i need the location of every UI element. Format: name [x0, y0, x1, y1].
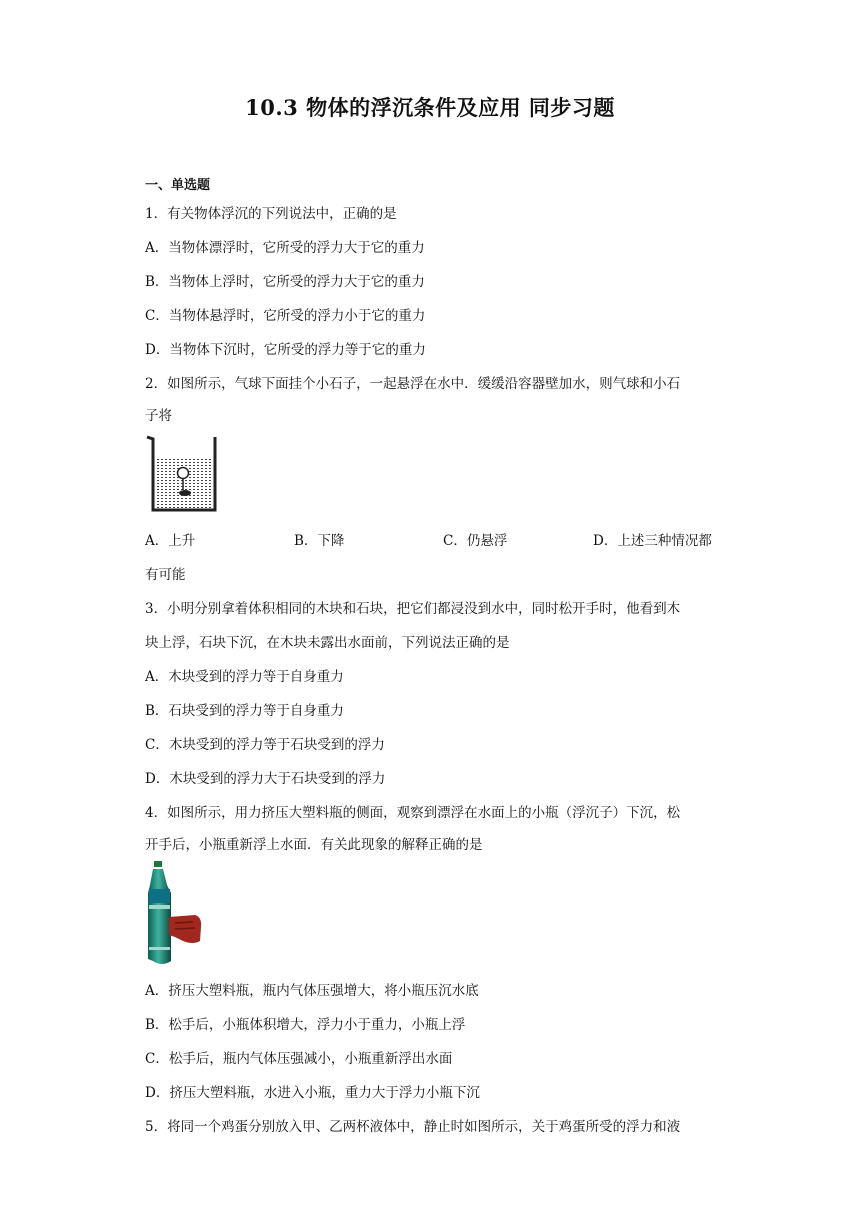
- question-3-option-a: A．木块受到的浮力等于自身重力: [145, 669, 344, 685]
- question-4-option-b: B．松手后，小瓶体积增大，浮力小于重力，小瓶上浮: [145, 1017, 466, 1033]
- question-2-option-d-continued: 有可能: [145, 567, 186, 583]
- question-4-stem-line-1: 4．如图所示，用力挤压大塑料瓶的侧面，观察到漂浮在水面上的小瓶（浮沉子）下沉，松: [145, 805, 681, 821]
- question-5-stem-line-1: 5．将同一个鸡蛋分别放入甲、乙两杯液体中，静止时如图所示，关于鸡蛋所受的浮力和液: [145, 1119, 681, 1135]
- question-2-option-c: C．仍悬浮: [443, 533, 508, 549]
- question-3-option-c: C．木块受到的浮力等于石块受到的浮力: [145, 737, 385, 753]
- question-3-stem-line-1: 3．小明分别拿着体积相同的木块和石块，把它们都浸没到水中，同时松开手时，他看到木: [145, 601, 681, 617]
- plastic-bottle-icon: [148, 861, 171, 964]
- hand-icon: [169, 915, 201, 943]
- question-1-option-c: C．当物体悬浮时，它所受的浮力小于它的重力: [145, 308, 426, 324]
- page-title: 10.3 物体的浮沉条件及应用 同步习题: [245, 95, 615, 120]
- question-2-stem-line-2: 子将: [145, 408, 172, 424]
- question-2-option-a: A．上升: [145, 533, 196, 549]
- beaker-figure: [145, 435, 221, 513]
- question-1-option-d: D．当物体下沉时，它所受的浮力等于它的重力: [145, 342, 426, 358]
- question-3-option-d: D．木块受到的浮力大于石块受到的浮力: [145, 771, 386, 787]
- question-2-stem-line-1: 2．如图所示，气球下面挂个小石子，一起悬浮在水中．缓缓沿容器壁加水，则气球和小石: [145, 376, 681, 392]
- question-3-option-b: B．石块受到的浮力等于自身重力: [145, 703, 344, 719]
- question-4-option-a: A．挤压大塑料瓶，瓶内气体压强增大，将小瓶压沉水底: [145, 983, 479, 999]
- question-4-stem-line-2: 开手后，小瓶重新浮上水面．有关此现象的解释正确的是: [145, 837, 483, 853]
- question-2-option-b: B．下降: [294, 533, 345, 549]
- bottle-figure: [145, 861, 205, 967]
- question-3-stem-line-2: 块上浮，石块下沉，在木块未露出水面前，下列说法正确的是: [145, 635, 510, 651]
- question-1-stem: 1．有关物体浮沉的下列说法中，正确的是: [145, 206, 397, 222]
- section-heading: 一、单选题: [145, 178, 211, 193]
- question-4-option-d: D．挤压大塑料瓶，水进入小瓶，重力大于浮力小瓶下沉: [145, 1085, 480, 1101]
- question-1-option-a: A．当物体漂浮时，它所受的浮力大于它的重力: [145, 240, 425, 256]
- question-4-option-c: C．松手后，瓶内气体压强减小，小瓶重新浮出水面: [145, 1051, 453, 1067]
- question-2-option-d: D．上述三种情况都: [593, 533, 712, 549]
- question-1-option-b: B．当物体上浮时，它所受的浮力大于它的重力: [145, 274, 425, 290]
